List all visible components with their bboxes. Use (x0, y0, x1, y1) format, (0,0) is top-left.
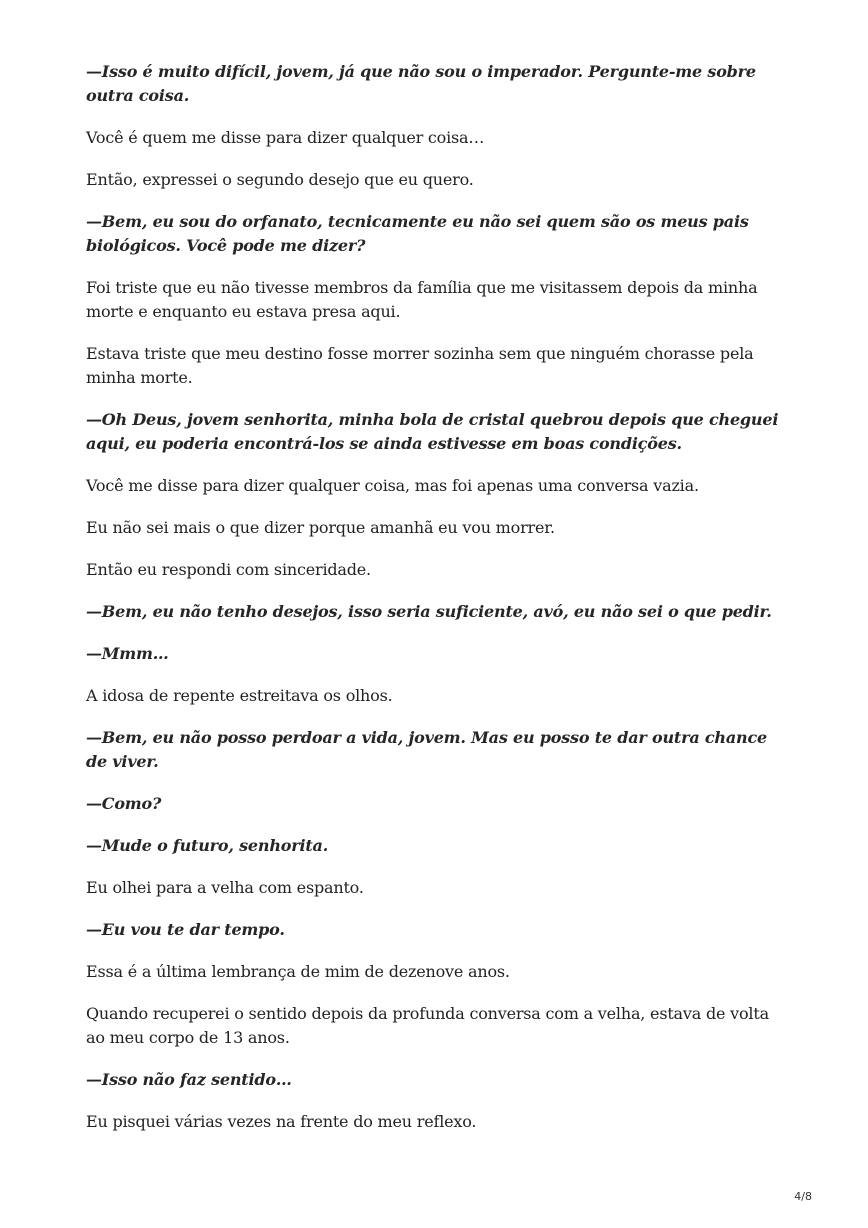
paragraph: Eu pisquei várias vezes na frente do meu reflexo. (86, 1112, 477, 1131)
paragraph: Quando recuperei o sentido depois da profunda conversa com a velha, estava de volta ao meu corpo de 13 anos. (86, 1004, 769, 1047)
paragraph: Você é quem me disse para dizer qualquer coisa… (86, 128, 485, 147)
paragraph: —Oh Deus, jovem senhorita, minha bola de cristal quebrou depois que cheguei aqui, eu poderia encontrá-los se ainda estivesse em boas condições. (86, 410, 779, 453)
paragraph: Eu não sei mais o que dizer porque amanhã eu vou morrer. (86, 518, 555, 537)
paragraph: —Como? (86, 794, 162, 813)
paragraph: —Bem, eu sou do orfanato, tecnicamente eu não sei quem são os meus pais biológicos. Você pode me dizer? (86, 212, 749, 255)
paragraph: Então eu respondi com sinceridade. (86, 560, 371, 579)
document-page (86, 60, 786, 1152)
paragraph: A idosa de repente estreitava os olhos. (86, 686, 393, 705)
paragraph: Você me disse para dizer qualquer coisa, mas foi apenas uma conversa vazia. (86, 476, 699, 495)
paragraph: —Bem, eu não tenho desejos, isso seria suficiente, avó, eu não sei o que pedir. (86, 602, 772, 621)
paragraph: —Isso não faz sentido… (86, 1070, 292, 1089)
paragraph: Estava triste que meu destino fosse morrer sozinha sem que ninguém chorasse pela minha morte. (86, 344, 754, 387)
paragraph: Essa é a última lembrança de mim de dezenove anos. (86, 962, 510, 981)
paragraph: —Mude o futuro, senhorita. (86, 836, 329, 855)
paragraph: Então, expressei o segundo desejo que eu quero. (86, 170, 474, 189)
paragraph: Eu olhei para a velha com espanto. (86, 878, 364, 897)
paragraph: Foi triste que eu não tivesse membros da família que me visitassem depois da minha morte e enquanto eu estava presa aqui. (86, 278, 758, 321)
paragraph: —Mmm… (86, 644, 169, 663)
paragraph: —Bem, eu não posso perdoar a vida, jovem. Mas eu posso te dar outra chance de viver. (86, 728, 767, 771)
page-number: 4/8 (794, 1190, 812, 1203)
paragraph: —Eu vou te dar tempo. (86, 920, 285, 939)
paragraph: —Isso é muito difícil, jovem, já que não sou o imperador. Pergunte-me sobre outra coisa. (86, 62, 756, 105)
